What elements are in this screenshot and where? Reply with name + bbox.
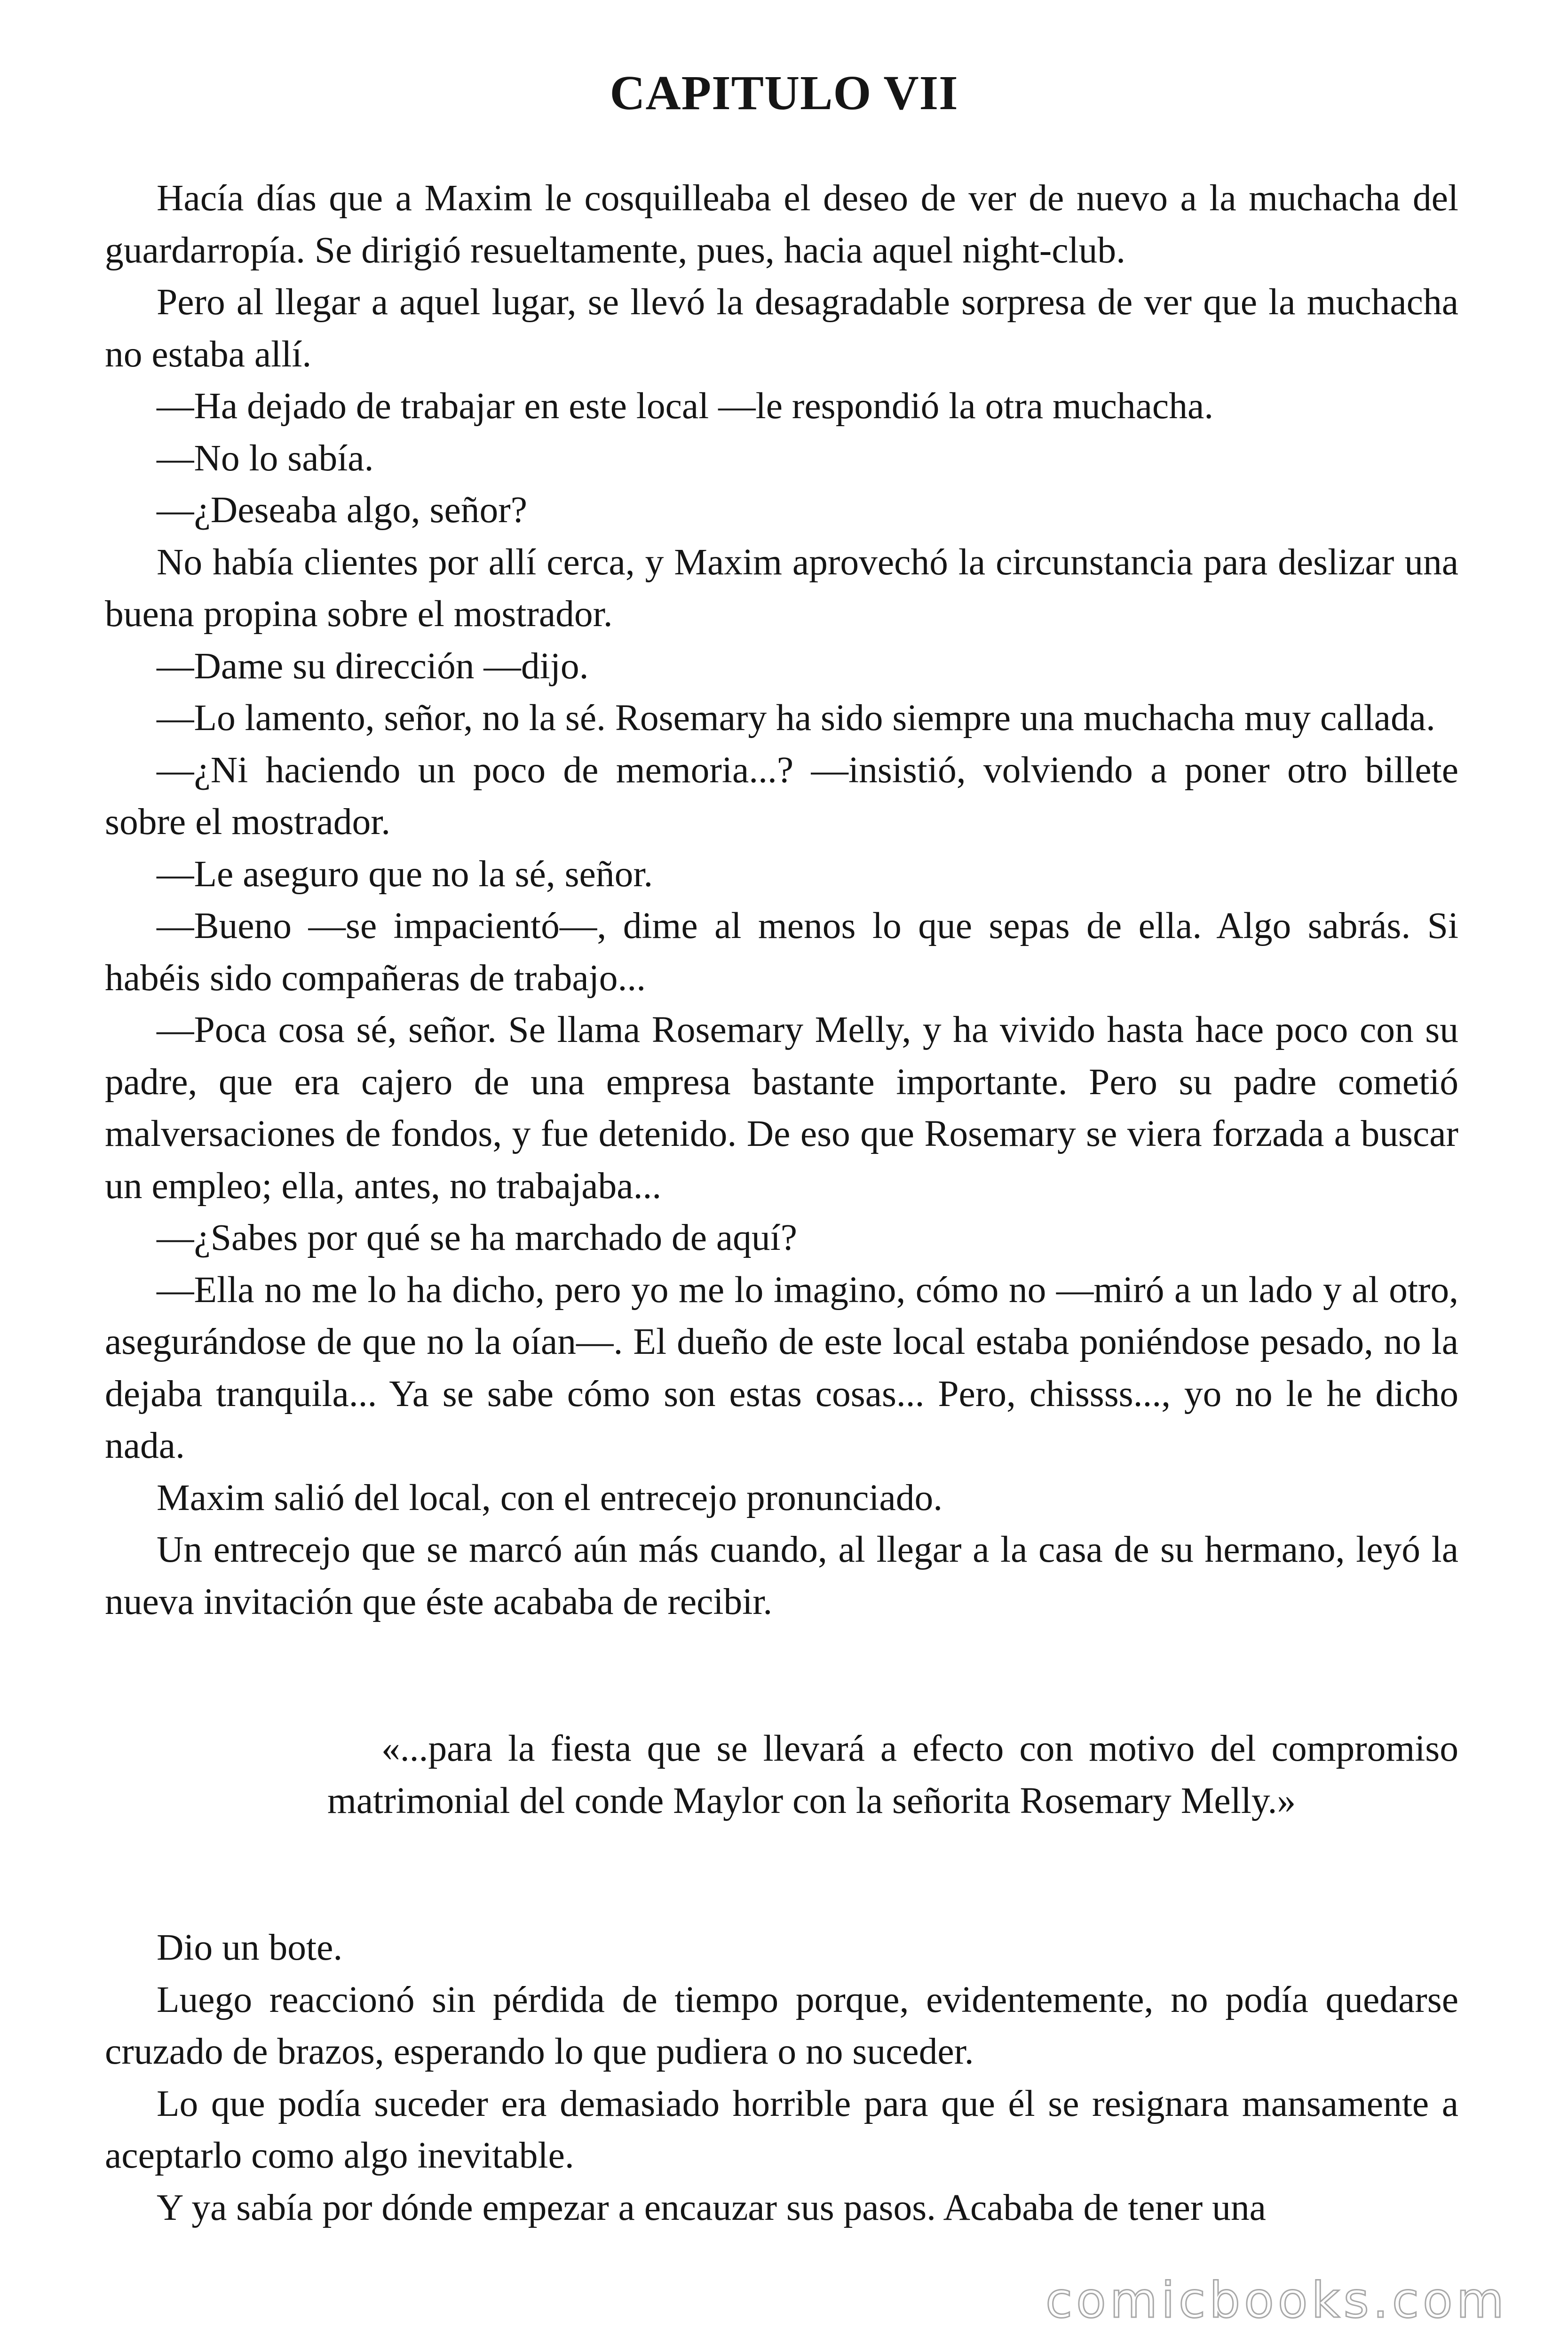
paragraph: —No lo sabía. [157, 437, 374, 479]
paragraph: —Lo lamento, señor, no la sé. Rosemary ha sido siempre una muchacha muy callada. [157, 697, 1435, 739]
invitation-quote: «...para la fiesta que se llevará a efecto con motivo del compromiso matrimonial del conde Maylor con la señorita Rosemary Melly.» [327, 1728, 1458, 1821]
paragraph: Un entrecejo que se marcó aún más cuando, al llegar a la casa de su hermano, leyó la nueva invitación que éste acababa de recibir. [105, 1529, 1458, 1622]
paragraph: —Poca cosa sé, señor. Se llama Rosemary Melly, y ha vivido hasta hace poco con su padre, que era cajero de una empresa bastante importante. Pero su padre cometió malversaciones de fondos, y fue detenido. De eso que Rosemary se viera forzada a buscar un empleo; ella, antes, no trabajaba... [105, 1009, 1458, 1207]
paragraph: —¿Deseaba algo, señor? [157, 489, 528, 531]
paragraph: Hacía días que a Maxim le cosquilleaba el deseo de ver de nuevo a la muchacha del guardarropía. Se dirigió resueltamente, pues, hacia aquel night-club. [105, 177, 1458, 271]
paragraph: —Le aseguro que no la sé, señor. [157, 853, 653, 895]
paragraph: Dio un bote. [157, 1927, 343, 1968]
paragraph: —Dame su dirección —dijo. [157, 645, 589, 687]
paragraph: —Ha dejado de trabajar en este local —le respondió la otra muchacha. [157, 385, 1214, 427]
paragraph: No había clientes por allí cerca, y Maxim aprovechó la circunstancia para deslizar una buena propina sobre el mostrador. [105, 541, 1458, 635]
paragraph: —¿Sabes por qué se ha marchado de aquí? [157, 1217, 798, 1258]
paragraph: Lo que podía suceder era demasiado horrible para que él se resignara mansamente a aceptarlo como algo inevitable. [105, 2082, 1458, 2176]
paragraph: —¿Ni haciendo un poco de memoria...? —insistió, volviendo a poner otro billete sobre el mostrador. [105, 749, 1458, 842]
body-text [105, 172, 1458, 2233]
chapter-title: CAPITULO VII [610, 66, 958, 120]
paragraph: Luego reaccionó sin pérdida de tiempo porque, evidentemente, no podía quedarse cruzado de brazos, esperando lo que pudiera o no suceder. [105, 1979, 1458, 2072]
paragraph: —Ella no me lo ha dicho, pero yo me lo imagino, cómo no —miró a un lado y al otro, asegurándose de que no la oían—. El dueño de este local estaba poniéndose pesado, no la dejaba tranquila... Ya se sabe cómo son estas cosas... Pero, chissss..., yo no le he dicho nada. [105, 1269, 1458, 1466]
watermark-logo: comicbooks.com [1045, 2272, 1508, 2329]
paragraph: Maxim salió del local, con el entrecejo pronunciado. [157, 1477, 943, 1518]
paragraph: Pero al llegar a aquel lugar, se llevó la desagradable sorpresa de ver que la muchacha no estaba allí. [105, 281, 1458, 375]
paragraph: —Bueno —se impacientó—, dime al menos lo que sepas de ella. Algo sabrás. Si habéis sido compañeras de trabajo... [105, 905, 1458, 999]
paragraph: Y ya sabía por dónde empezar a encauzar sus pasos. Acababa de tener una [157, 2186, 1266, 2228]
